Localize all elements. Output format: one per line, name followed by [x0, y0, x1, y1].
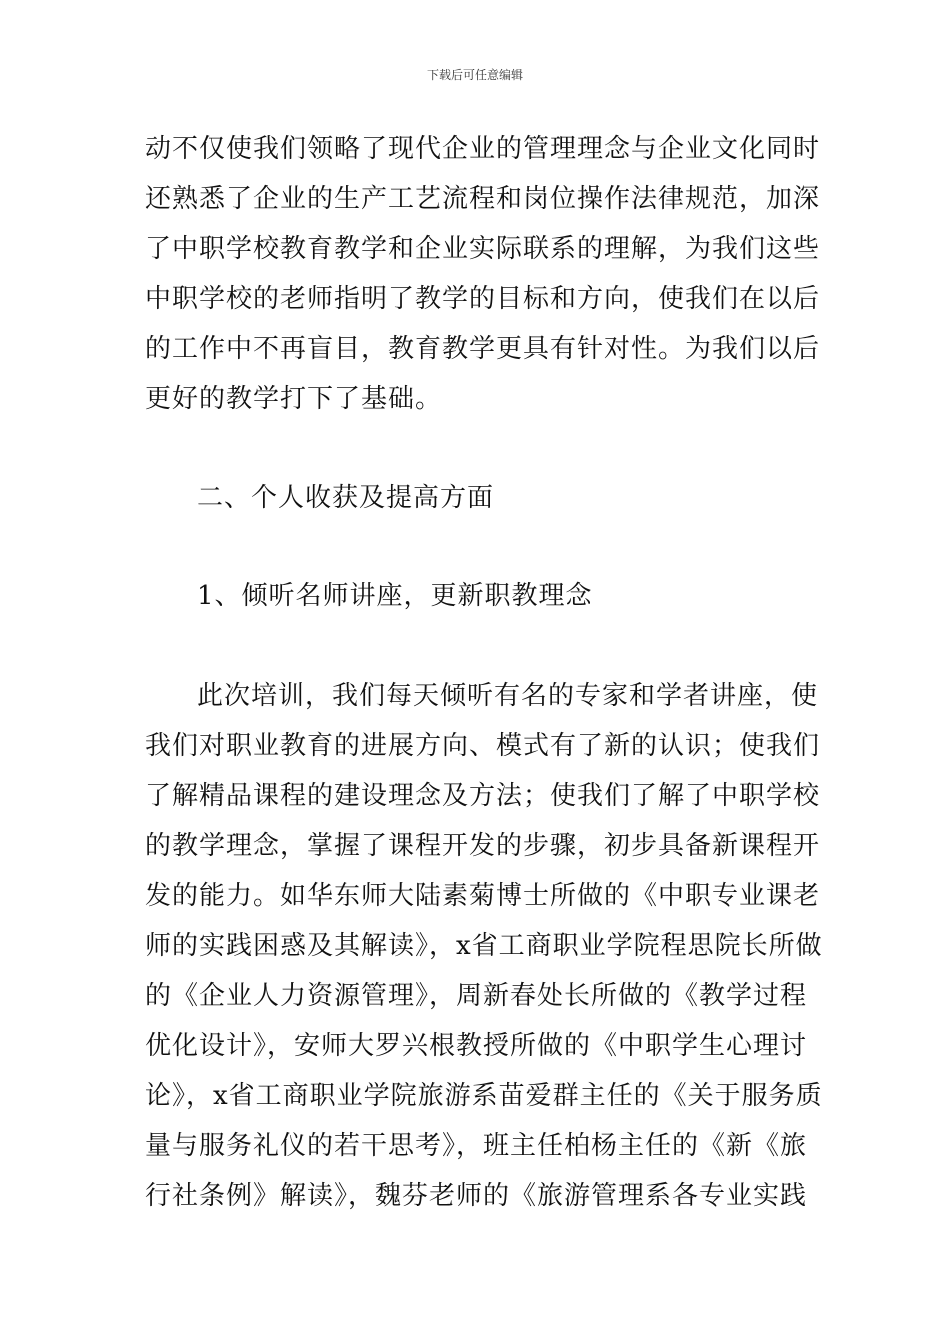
- body-line: 的教学理念，掌握了课程开发的步骤，初步具备新课程开: [145, 831, 821, 861]
- subsection-heading: 1、倾听名师讲座，更新职教理念: [197, 581, 593, 611]
- body-line: 还熟悉了企业的生产工艺流程和岗位操作法律规范，加深: [145, 184, 821, 214]
- body-line: 发的能力。如华东师大陆素菊博士所做的《中职专业课老: [145, 881, 821, 911]
- body-line: 论》，x省工商职业学院旅游系苗爱群主任的《关于服务质: [145, 1081, 823, 1111]
- body-line: 中职学校的老师指明了教学的目标和方向，使我们在以后: [145, 284, 821, 314]
- body-line: 的工作中不再盲目，教育教学更具有针对性。为我们以后: [145, 334, 821, 364]
- body-line: 的《企业人力资源管理》，周新春处长所做的《教学过程: [145, 981, 808, 1011]
- body-line: 了中职学校教育教学和企业实际联系的理解，为我们这些: [145, 234, 821, 264]
- body-line: 师的实践困惑及其解读》，x省工商职业学院程思院长所做: [145, 931, 823, 961]
- body-line: 行社条例》解读》，魏芬老师的《旅游管理系各专业实践: [145, 1181, 808, 1211]
- body-line: 动不仅使我们领略了现代企业的管理理念与企业文化同时: [145, 134, 821, 164]
- body-line: 此次培训，我们每天倾听有名的专家和学者讲座，使: [197, 681, 819, 711]
- body-line: 了解精品课程的建设理念及方法；使我们了解了中职学校: [145, 781, 821, 811]
- section-heading: 二、个人收获及提高方面: [197, 483, 495, 513]
- body-line: 更好的教学打下了基础。: [145, 384, 443, 414]
- body-line: 我们对职业教育的进展方向、模式有了新的认识；使我们: [145, 731, 821, 761]
- body-line: 优化设计》，安师大罗兴根教授所做的《中职学生心理讨: [145, 1031, 808, 1061]
- body-line: 量与服务礼仪的若干思考》，班主任柏杨主任的《新《旅: [145, 1131, 808, 1161]
- page-header: 下载后可任意编辑: [426, 68, 523, 82]
